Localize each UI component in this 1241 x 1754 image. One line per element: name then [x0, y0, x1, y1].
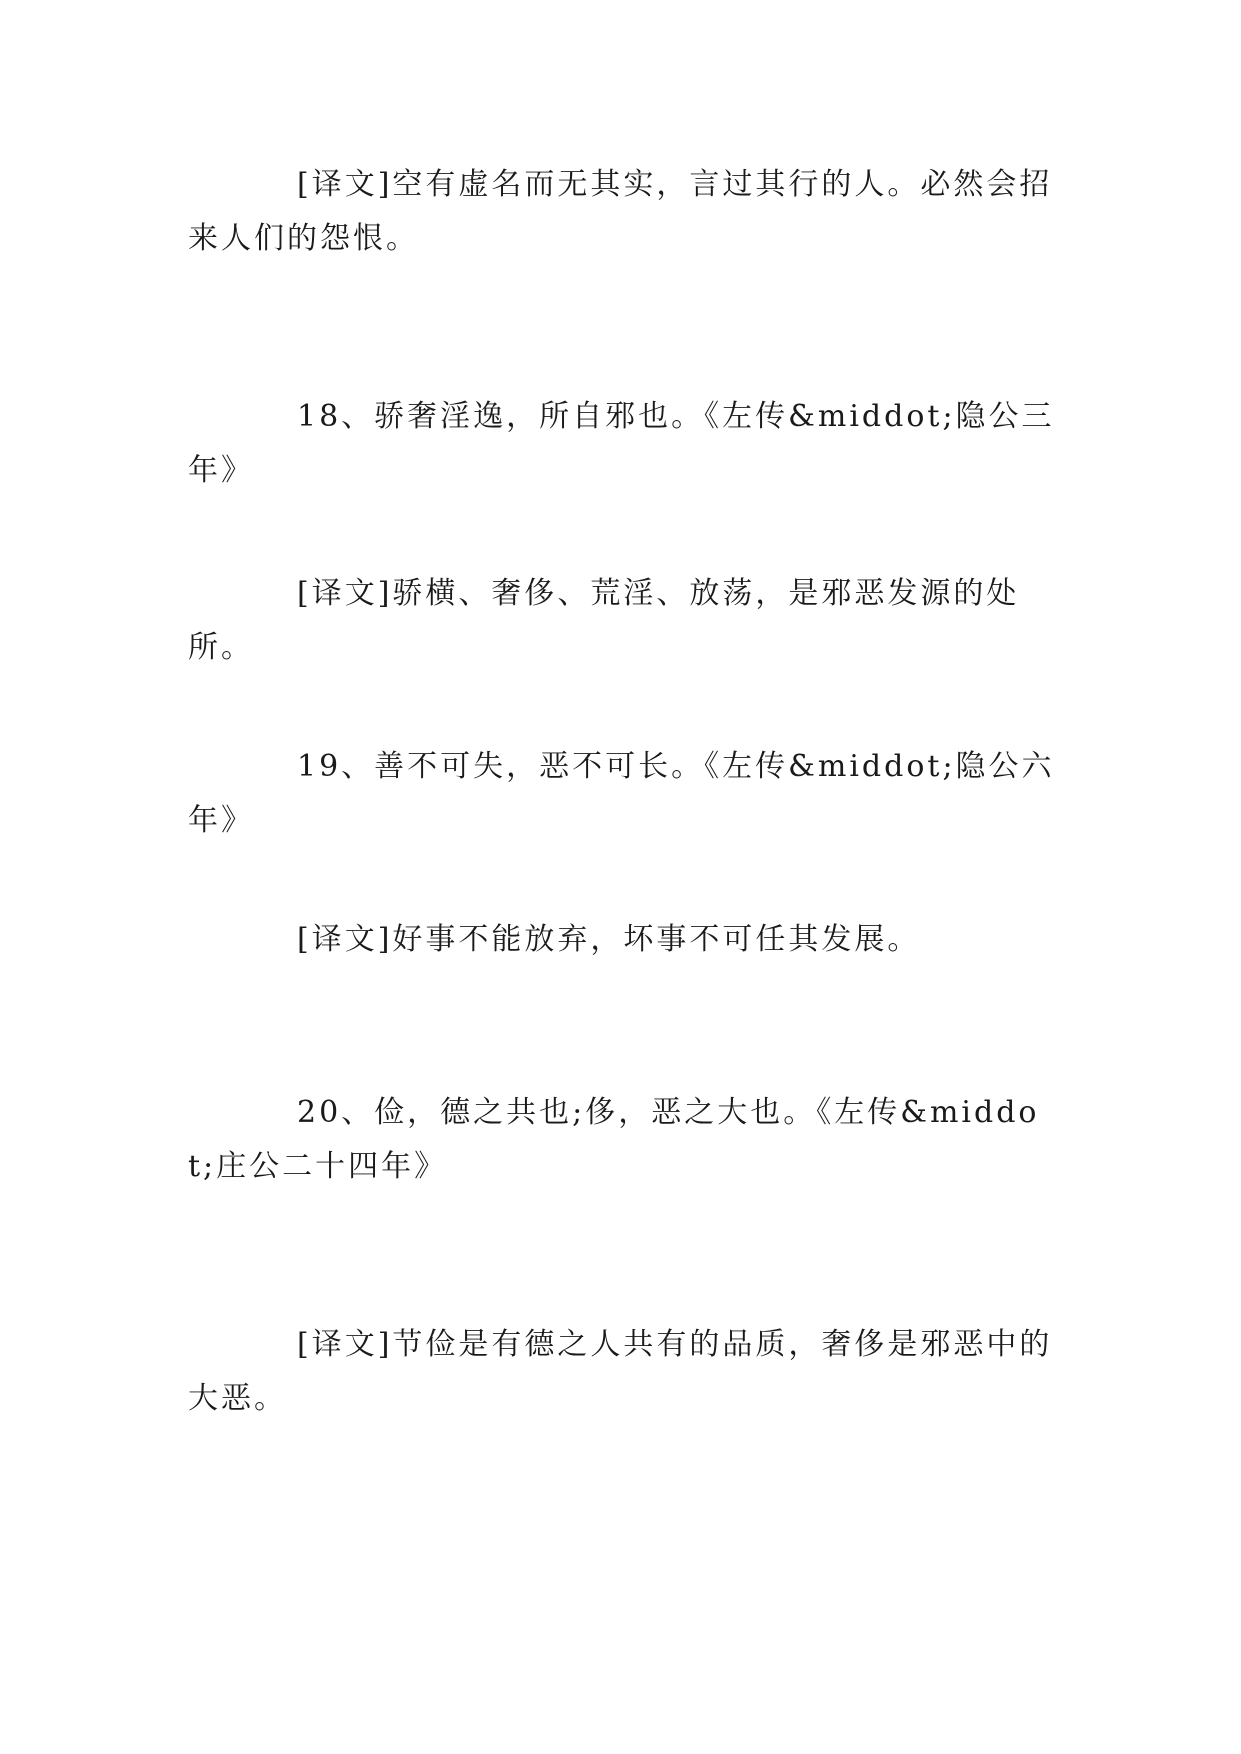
quote-paragraph-20: 20、俭，德之共也;侈，恶之大也。《左传&middot;庄公二十四年》 — [188, 1095, 1040, 1184]
translation-paragraph-19: [译文]好事不能放弃，坏事不可任其发展。 — [297, 922, 921, 957]
translation-paragraph-20: [译文]节俭是有德之人共有的品质，奢侈是邪恶中的大恶。 — [188, 1327, 1053, 1416]
translation-paragraph-18: [译文]骄横、奢侈、荒淫、放荡，是邪恶发源的处所。 — [188, 576, 1020, 665]
quote-paragraph-18: 18、骄奢淫逸，所自邪也。《左传&middot;隐公三年》 — [188, 399, 1055, 488]
quote-paragraph-19: 19、善不可失，恶不可长。《左传&middot;隐公六年》 — [188, 749, 1055, 838]
translation-paragraph-17: [译文]空有虚名而无其实，言过其行的人。必然会招来人们的怨恨。 — [188, 167, 1053, 256]
